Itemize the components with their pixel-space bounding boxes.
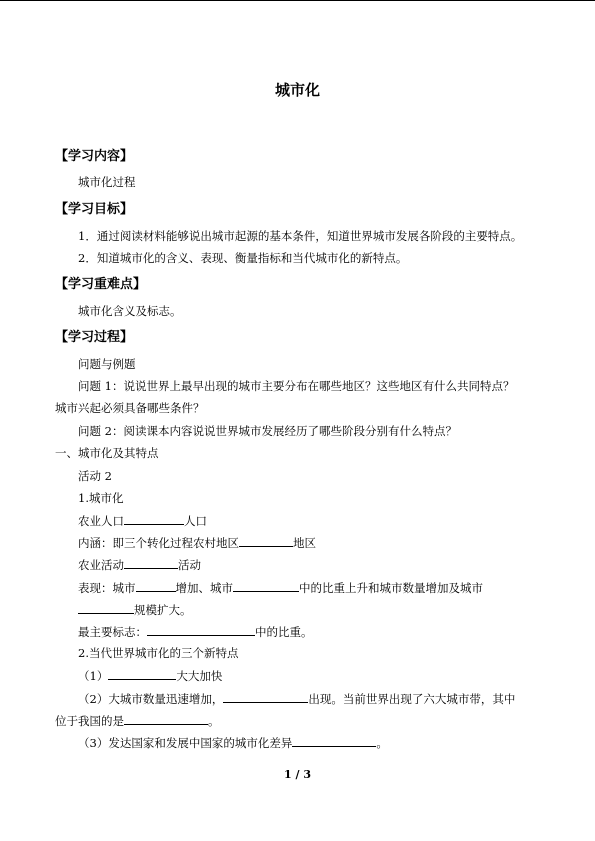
fill-line-text: 规模扩大。: [134, 603, 192, 617]
fill-line-text: （1）: [78, 669, 109, 683]
fill-blank[interactable]: [239, 535, 293, 547]
fill-line-text: （2）大城市数量迅速增加，: [78, 692, 224, 706]
fill-line-feature-2-cont: [55, 713, 220, 728]
part-1-heading: 一、城市化及其特点: [55, 446, 159, 460]
heading-key-points: 【学习重难点】: [55, 277, 147, 292]
top-rule: [0, 0, 595, 1]
fill-line-text: 最主要标志：: [78, 625, 147, 639]
question-1-line-1: 问题 1：说说世界上最早出现的城市主要分布在哪些地区？这些地区有什么共同特点？: [78, 379, 515, 393]
fill-blank[interactable]: [124, 557, 178, 569]
fill-line-feature-1: [78, 668, 222, 683]
fill-line-text: 中的比重。: [255, 625, 313, 639]
content-text: 城市化过程: [78, 175, 136, 189]
question-2: 问题 2：阅读课本内容说说世界城市发展经历了哪些阶段分别有什么特点？: [78, 424, 457, 438]
fill-line-text: 表现：城市: [78, 581, 136, 595]
fill-line-text: 增加、城市: [175, 581, 233, 595]
subsection-1-title: 1.城市化: [78, 491, 124, 505]
fill-line-main-sign: [78, 624, 313, 639]
fill-line-text: （3）发达国家和发展中国家的城市化差异: [78, 736, 293, 750]
fill-line-text: 。: [376, 736, 388, 750]
fill-blank[interactable]: [124, 513, 184, 525]
fill-line-text: 中的比重上升和城市数量增加及城市: [299, 581, 483, 595]
fill-line-feature-3: [78, 735, 388, 750]
fill-blank[interactable]: [78, 602, 134, 614]
fill-line-text: 人口: [184, 514, 207, 528]
fill-blank[interactable]: [147, 624, 255, 636]
fill-blank[interactable]: [124, 713, 208, 725]
subsection-2-title: 2.当代世界城市化的三个新特点: [78, 646, 239, 660]
fill-blank[interactable]: [233, 580, 299, 592]
heading-learning-goals: 【学习目标】: [55, 202, 134, 217]
fill-blank[interactable]: [292, 735, 376, 747]
process-intro: 问题与例题: [78, 357, 136, 371]
fill-line-text: 内涵：即三个转化过程农村地区: [78, 536, 239, 550]
heading-learning-process: 【学习过程】: [55, 330, 134, 345]
document-title: 城市化: [274, 81, 320, 99]
fill-line-performance: [78, 580, 483, 595]
fill-line-text: 地区: [293, 536, 316, 550]
question-1-line-2: 城市兴起必须具备哪些条件？: [55, 401, 205, 415]
fill-line-text: 大大加快: [176, 669, 223, 683]
key-points-text: 城市化含义及标志。: [78, 304, 182, 318]
heading-learning-content: 【学习内容】: [55, 149, 134, 164]
goal-item-1: 1．通过阅读材料能够说出城市起源的基本条件，知道世界城市发展各阶段的主要特点。: [78, 229, 523, 243]
fill-line-feature-2: [78, 691, 515, 706]
fill-blank[interactable]: [223, 691, 308, 703]
goal-item-2: 2．知道城市化的含义、表现、衡量指标和当代城市化的新特点。: [78, 251, 408, 265]
fill-line-text: 位于我国的是: [55, 714, 124, 728]
fill-line-agricultural-population: [78, 513, 207, 528]
activity-label: 活动 2: [78, 469, 112, 483]
fill-line-text: 出现。当前世界出现了六大城市带，其中: [308, 692, 516, 706]
fill-line-text: 农业活动: [78, 558, 124, 572]
fill-blank[interactable]: [108, 668, 176, 680]
fill-line-text: 农业人口: [78, 514, 124, 528]
fill-line-text: 。: [208, 714, 220, 728]
page-number: 1 / 3: [284, 768, 311, 781]
fill-blank[interactable]: [136, 580, 176, 592]
fill-line-scale: [78, 602, 192, 617]
fill-line-agricultural-activity: [78, 557, 201, 572]
fill-line-text: 活动: [178, 558, 201, 572]
fill-line-connotation: [78, 535, 316, 550]
